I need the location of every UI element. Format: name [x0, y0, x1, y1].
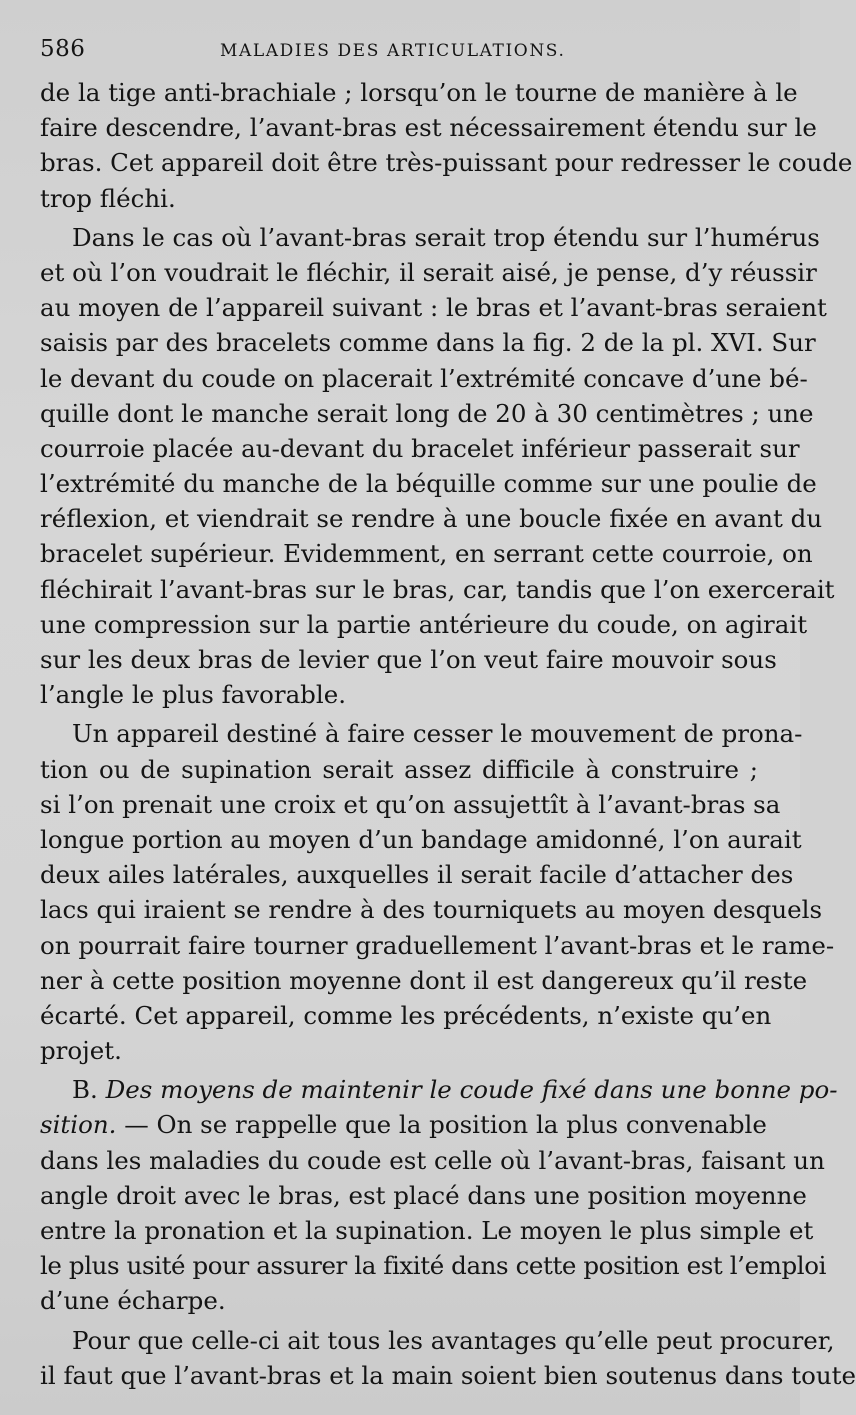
- text-line: longue portion au moyen d’un bandage amidonné, l’on aurait: [40, 824, 802, 854]
- text-line: entre la pronation et la supination. Le moyen le plus simple et: [40, 1216, 814, 1245]
- text-line: l’extrémité du manche de la béquille comme sur une poulie de: [40, 469, 817, 499]
- section-label: B.: [72, 1075, 98, 1105]
- text-line: fléchirait l’avant-bras sur le bras, car, tandis que l’on exercerait: [40, 574, 835, 604]
- text-line: écarté. Cet appareil, comme les précédents, n’existe qu’en: [40, 1000, 772, 1030]
- text-line: ner à cette position moyenne dont il est dangereux qu’il reste: [40, 965, 808, 995]
- text-line: angle droit avec le bras, est placé dans une position moyenne: [40, 1180, 807, 1210]
- text-line: l’angle le plus favorable.: [40, 680, 346, 710]
- text-line: saisis par des bracelets comme dans la fig. 2 de la pl. XVI. Sur: [40, 328, 816, 358]
- text-line: courroie placée au-devant du bracelet inférieur passerait sur: [40, 433, 800, 463]
- text-line: tion ou de supination serait assez difficile à construire ;: [40, 754, 758, 784]
- text-line: deux ailes latérales, auxquelles il serait facile d’attacher des: [40, 860, 794, 890]
- text-line: quille dont le manche serait long de 20 à 30 centimètres ; une: [40, 398, 814, 428]
- text-line: le devant du coude on placerait l’extrémité concave d’une bé-: [40, 363, 808, 393]
- text-line: une compression sur la partie antérieure du coude, on agirait: [40, 609, 808, 639]
- paragraph-section-b: [40, 1072, 838, 1318]
- paragraph: [40, 1323, 856, 1393]
- text-line: trop fléchi.: [40, 183, 176, 213]
- text-line: le plus usité pour assurer la fixité dans cette position est l’emploi: [40, 1251, 827, 1281]
- text-line: faire descendre, l’avant-bras est nécessairement étendu sur le: [40, 113, 817, 143]
- section-heading-end: sition.: [40, 1110, 117, 1140]
- text-line: on pourrait faire tourner graduellement l’avant-bras et le rame-: [40, 930, 835, 960]
- text-line: réflexion, et viendrait se rendre à une boucle fixée en avant du: [40, 504, 823, 534]
- text-line: il faut que l’avant-bras et la main soient bien soutenus dans toute: [40, 1360, 856, 1390]
- body-text: [40, 75, 856, 1393]
- text-line: bracelet supérieur. Evidemment, en serrant cette courroie, on: [40, 539, 813, 569]
- paragraph: [40, 716, 835, 1068]
- text-line: de la tige anti-brachiale ; lorsqu’on le tourne de manière à le: [40, 78, 798, 107]
- text-line: projet.: [40, 1036, 122, 1066]
- text-line: si l’on prenait une croix et qu’on assujettît à l’avant-bras sa: [40, 789, 781, 819]
- text-line: dans les maladies du coude est celle où l’avant-bras, faisant un: [40, 1145, 825, 1175]
- running-header: [40, 36, 760, 66]
- section-heading-line: [40, 1107, 767, 1142]
- page-number: 586: [40, 36, 86, 62]
- text-line: d’une écharpe.: [40, 1286, 226, 1316]
- paragraph: [40, 75, 853, 216]
- text-line: et où l’on voudrait le fléchir, il serait aisé, je pense, d’y réussir: [40, 257, 817, 287]
- section-heading-line: [40, 1072, 838, 1107]
- text-line: bras. Cet appareil doit être très-puissant pour redresser le coude: [40, 148, 853, 178]
- text-line: Un appareil destiné à faire cesser le mouvement de prona-: [72, 719, 803, 749]
- text-span: — On se rappelle que la position la plus convenable: [116, 1110, 767, 1140]
- text-line: Pour que celle-ci ait tous les avantages qu’elle peut procurer,: [72, 1325, 835, 1355]
- text-line: au moyen de l’appareil suivant : le bras et l’avant-bras seraient: [40, 293, 827, 323]
- text-line: Dans le cas où l’avant-bras serait trop étendu sur l’humérus: [72, 222, 820, 252]
- section-heading: Des moyens de maintenir le coude fixé dans une bonne po-: [105, 1075, 838, 1105]
- text-line: sur les deux bras de levier que l’on veut faire mouvoir sous: [40, 645, 777, 674]
- paragraph: [40, 220, 835, 713]
- running-title: MALADIES DES ARTICULATIONS.: [220, 41, 566, 61]
- text-line: lacs qui iraient se rendre à des tourniquets au moyen desquels: [40, 895, 823, 925]
